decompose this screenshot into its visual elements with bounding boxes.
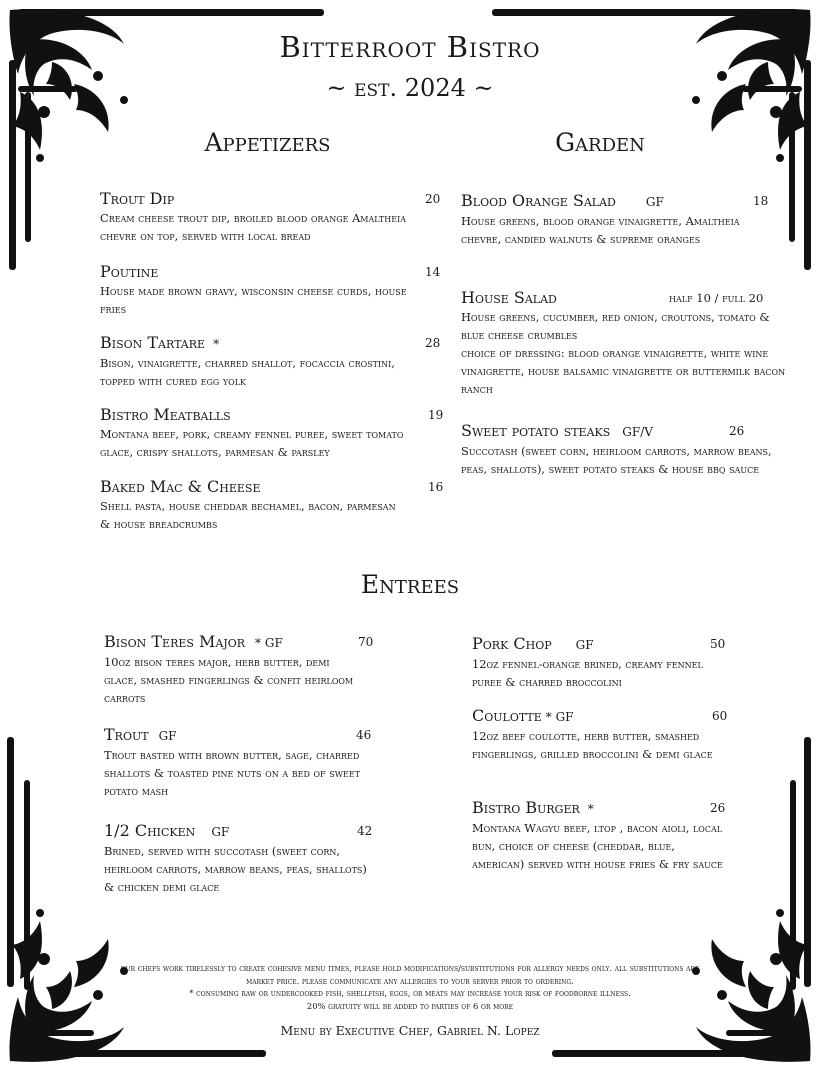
- item-tags: GF: [645, 195, 664, 209]
- item-name-text: Blood Orange Salad: [461, 191, 616, 210]
- menu-item-bistro-meatballs: [100, 405, 444, 461]
- item-name: Bistro Meatballs: [100, 405, 231, 424]
- item-name: [100, 333, 440, 354]
- item-name-text: Bison Tartare: [100, 333, 206, 352]
- item-name-text: Coulotte: [472, 706, 542, 725]
- item-description: Cream cheese trout dip, broiled blood orange Amaltheia chevre on top, served with local bread: [100, 211, 407, 243]
- item-tags: GF: [211, 825, 230, 839]
- menu-item-pork-chop: [472, 634, 732, 691]
- restaurant-name: Bitterroot Bistro: [279, 30, 541, 64]
- item-description: House greens, cucumber, red onion, croutons, tomato & blue cheese crumbles: [461, 310, 770, 342]
- item-name: Baked Mac & Cheese: [100, 477, 261, 496]
- item-tags: * GF: [255, 636, 283, 650]
- item-description: Bison, vinaigrette, charred shallot, focaccia crostini, topped with cured egg yolk: [100, 356, 395, 388]
- item-description: House made brown gravy, wisconsin cheese curds, house fries: [100, 284, 407, 316]
- item-description: Montana Wagyu beef, ltop , bacon aioli, local bun, choice of cheese (cheddar, blue, american) served with house fries & fry sauce: [472, 821, 723, 871]
- menu-item-half-chicken: [104, 821, 384, 896]
- footer-gratuity-note: 20% gratuity will be added to parties of 6 or more: [306, 1000, 514, 1011]
- item-name: [472, 634, 732, 655]
- item-description: 10oz bison teres major, herb butter, demi glace, smashed fingerlings & confit heirloom carrots: [104, 655, 354, 705]
- item-price: 42: [357, 824, 373, 838]
- item-name-text: Bistro Burger: [472, 798, 580, 817]
- item-name: [104, 725, 384, 746]
- footer-notice: [110, 962, 710, 1012]
- item-price: 70: [358, 635, 374, 649]
- menu-item-house-salad: [461, 288, 791, 398]
- menu-item-blood-orange-salad: [461, 191, 791, 248]
- item-name: [104, 821, 384, 842]
- item-price: 26: [710, 801, 726, 815]
- menu-item-bistro-burger: [472, 798, 732, 873]
- item-tags: *: [213, 337, 220, 351]
- item-description: 12oz beef coulotte, herb butter, smashed fingerlings, grilled broccolini & demi glace: [472, 729, 713, 761]
- menu-item-bison-teres-major: [104, 632, 384, 707]
- section-title-appetizers: Appetizers: [204, 128, 331, 157]
- item-name: Poutine: [100, 262, 159, 281]
- menu-item-coulotte: [472, 706, 732, 763]
- chef-credit: Menu by Executive Chef, Gabriel N. Lopez: [280, 1023, 540, 1038]
- menu-item-bison-tartare: [100, 333, 440, 390]
- menu-item-trout: [104, 725, 384, 800]
- item-name: [104, 632, 384, 653]
- item-name: [461, 191, 791, 212]
- item-description: Shell pasta, house cheddar bechamel, bacon, parmesan & house breadcrumbs: [100, 499, 396, 531]
- menu-item-sweet-potato-steaks: [461, 421, 791, 478]
- established-line: ~ est. 2024 ~: [326, 74, 494, 102]
- item-dressing-note: choice of dressing: blood orange vinaigrette, white wine vinaigrette, house balsamic vinaigrette or buttermilk bacon ranch: [461, 346, 786, 396]
- item-price: 60: [712, 709, 728, 723]
- footer-allergy-note: our chefs work tirelessly to create cohesive menu itmes, please hold modifications/substitutions for allergy needs only. all substitutions are market price. please communicate any allergies to your server prior to ordering.: [120, 963, 700, 986]
- item-name: [472, 798, 732, 819]
- item-price: 46: [356, 728, 372, 742]
- item-price: 50: [710, 637, 726, 651]
- item-description: Montana beef, pork, creamy fennel puree, sweet tomato glace, crispy shallots, parmesan & parsley: [100, 427, 404, 459]
- item-tags: *: [587, 802, 594, 816]
- item-name-text: Pork Chop: [472, 634, 552, 653]
- item-description: House greens, blood orange vinaigrette, Amaltheia chevre, candied walnuts & supreme oranges: [461, 214, 740, 246]
- item-description: 12oz fennel-orange brined, creamy fennel puree & charred broccolini: [472, 657, 703, 689]
- item-name-text: Sweet potato steaks: [461, 421, 611, 440]
- item-name: [472, 706, 732, 727]
- item-price: 28: [425, 336, 441, 350]
- item-tags: GF: [158, 729, 177, 743]
- item-price: 19: [428, 408, 444, 422]
- item-description: Trout basted with brown butter, sage, charred shallots & toasted pine nuts on a bed of sweet potato mash: [104, 748, 360, 798]
- item-tags: * GF: [545, 710, 574, 724]
- item-name: House Salad: [461, 288, 557, 307]
- item-price: 16: [428, 480, 444, 494]
- menu-item-trout-dip: [100, 189, 440, 245]
- section-title-entrees: Entrees: [360, 570, 460, 599]
- item-description: Succotash (sweet corn, heirloom carrots, marrow beans, peas, shallots), sweet potato steaks & house bbq sauce: [461, 444, 772, 476]
- item-tags: GF/V: [622, 425, 653, 439]
- item-name-text: 1/2 Chicken: [104, 821, 196, 840]
- item-price: 20: [425, 192, 441, 206]
- item-price: 26: [729, 424, 745, 438]
- menu-item-poutine: [100, 262, 440, 318]
- item-name-text: Bison Teres Major: [104, 632, 246, 651]
- item-description: Brined, served with succotash (sweet corn, heirloom carrots, marrow beans, peas, shallots) & chicken demi glace: [104, 844, 367, 894]
- footer-consumer-advisory: * consuming raw or undercooked fish, shellfish, eggs, or meats may increase your risk of foodborne illness.: [189, 988, 631, 998]
- item-price: 18: [753, 194, 769, 208]
- item-price: half 10 / full 20: [669, 291, 764, 305]
- item-tags: GF: [575, 638, 594, 652]
- menu-item-baked-mac-cheese: [100, 477, 444, 533]
- section-title-garden: Garden: [555, 128, 645, 157]
- item-price: 14: [425, 265, 441, 279]
- item-name-text: Trout: [104, 725, 149, 744]
- item-name: Trout Dip: [100, 189, 175, 208]
